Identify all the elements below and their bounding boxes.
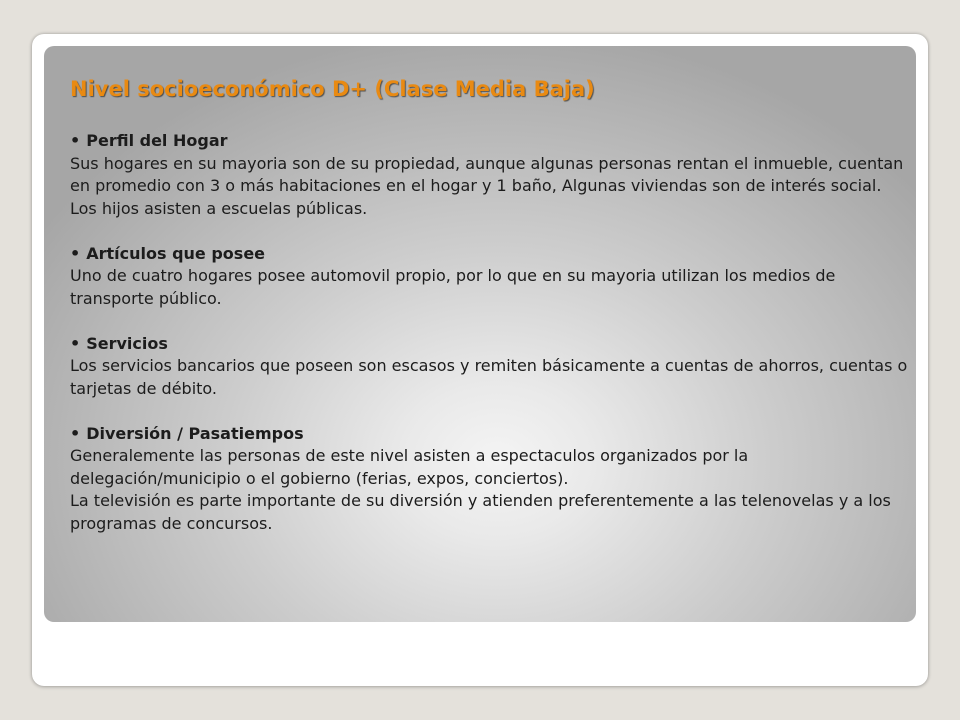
bullet-icon: • — [70, 333, 81, 353]
section-heading-label: Perfil del Hogar — [86, 131, 228, 150]
section-heading-label: Artículos que posee — [86, 243, 266, 263]
slide-body — [70, 130, 910, 535]
slide-title: Nivel socioeconómico D+ (Clase Media Baja) — [70, 77, 595, 101]
section-paragraph: Los hijos asisten a escuelas públicas. — [70, 198, 368, 218]
section-paragraph: Los servicios bancarios que poseen son escasos y remiten básicamente a cuentas de ahorros, cuentas o tarjetas de débito. — [70, 356, 908, 398]
section-paragraph: La televisión es parte importante de su diversión y atienden preferentemente a las telenovelas y a los programas de concursos. — [70, 491, 891, 533]
section-heading — [70, 333, 910, 356]
section-perfil-del-hogar — [70, 130, 910, 220]
section-heading-label: Diversión / Pasatiempos — [86, 423, 304, 443]
bullet-icon: • — [70, 131, 81, 150]
section-heading — [70, 130, 910, 153]
section-diversion-pasatiempos — [70, 423, 910, 536]
section-paragraph: Uno de cuatro hogares posee automovil propio, por lo que en su mayoria utilizan los medios de transporte público. — [70, 266, 836, 308]
section-articulos-que-posee — [70, 243, 910, 311]
content-panel — [44, 46, 916, 622]
section-heading — [70, 243, 910, 266]
section-paragraph: Generalemente las personas de este nivel asisten a espectaculos organizados por la delegación/municipio o el gobierno (ferias, expos, conciertos). — [70, 446, 749, 488]
section-heading-label: Servicios — [86, 333, 168, 353]
section-servicios — [70, 333, 910, 401]
section-heading — [70, 423, 910, 446]
section-paragraph: Sus hogares en su mayoria son de su propiedad, aunque algunas personas rentan el inmueble, cuentan en promedio con 3 o más habitaciones en el hogar y 1 baño, Algunas viviendas son de interés social. — [70, 153, 904, 195]
bullet-icon: • — [70, 243, 81, 263]
slide-card — [32, 34, 928, 686]
bullet-icon: • — [70, 423, 81, 443]
